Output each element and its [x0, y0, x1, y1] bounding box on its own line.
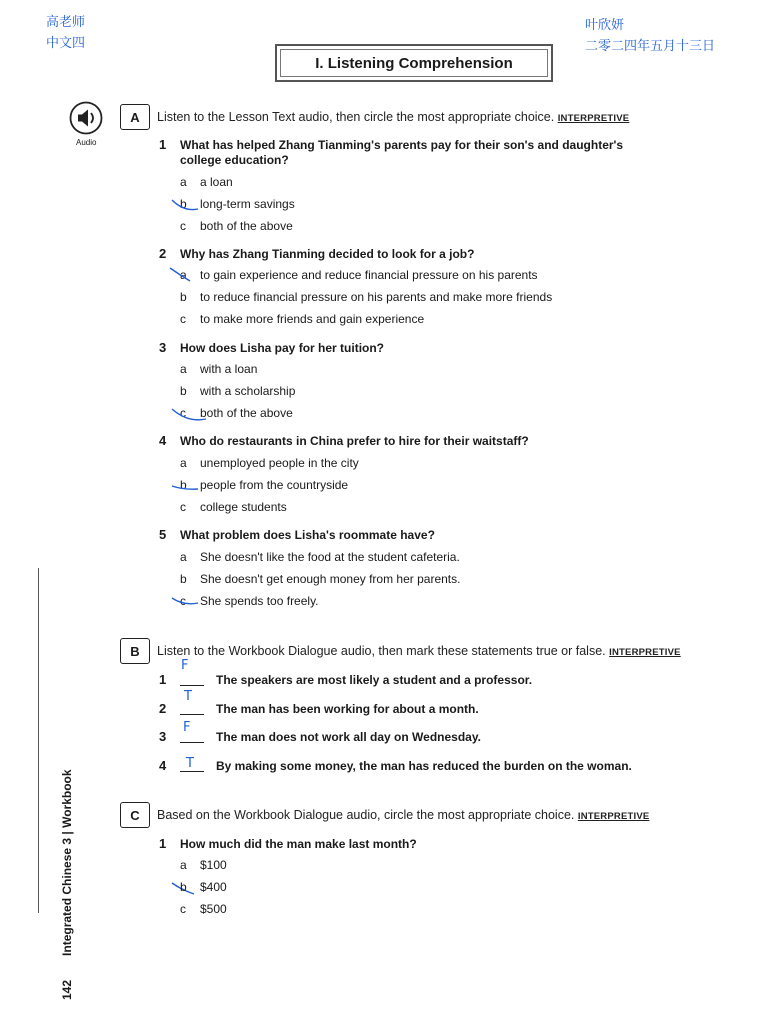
option-text: to reduce financial pressure on his parents and make more friends: [200, 290, 553, 304]
option-text: She doesn't like the food at the student cafeteria.: [200, 550, 460, 564]
answer-value: F: [181, 658, 189, 673]
section-c-badge: C: [120, 802, 150, 828]
option-letter[interactable]: c: [180, 500, 186, 514]
option-text: $400: [200, 880, 227, 894]
question-number: 2: [159, 246, 167, 261]
pen-mark-icon: [170, 197, 200, 213]
question-text: Why has Zhang Tianming decided to look for a job?: [180, 247, 475, 261]
section-a-badge: A: [120, 104, 150, 130]
answer-blank[interactable]: [180, 714, 204, 715]
statement-text: By making some money, the man has reduced the burden on the woman.: [216, 759, 632, 773]
question-text: What has helped Zhang Tianming's parents pay for their son's and daughter's college education?: [180, 138, 624, 167]
option-letter[interactable]: a: [180, 456, 187, 470]
answer-blank[interactable]: [180, 742, 204, 743]
option-text: to gain experience and reduce financial pressure on his parents: [200, 268, 538, 282]
section-b-instruction: [157, 644, 681, 658]
page-title: I. Listening Comprehension: [280, 49, 548, 77]
option-letter[interactable]: a: [180, 268, 187, 282]
question-number: 4: [159, 433, 167, 448]
option-text: unemployed people in the city: [200, 456, 359, 470]
statement-text: The speakers are most likely a student and a professor.: [216, 673, 533, 687]
question-text: Who do restaurants in China prefer to hire for their waitstaff?: [180, 434, 529, 448]
section-b-badge: B: [120, 638, 150, 664]
option-text: She doesn't get enough money from her parents.: [200, 572, 461, 586]
option-text: college students: [200, 500, 287, 514]
question-number: 3: [159, 340, 167, 355]
statement-number: 1: [159, 672, 167, 687]
question-text: How much did the man make last month?: [180, 837, 417, 851]
option-letter[interactable]: b: [180, 572, 187, 586]
option-letter[interactable]: a: [180, 858, 187, 872]
statement-text: The man has been working for about a month.: [216, 702, 479, 716]
option-text: She spends too freely.: [200, 594, 319, 608]
section-b-tag: INTERPRETIVE: [609, 647, 681, 658]
option-letter[interactable]: c: [180, 406, 186, 420]
question-number: 1: [159, 836, 167, 851]
sidebar-rule: [38, 568, 39, 913]
pen-mark-icon: [168, 265, 198, 285]
option-text: $100: [200, 858, 227, 872]
pen-mark-icon: [170, 594, 200, 610]
option-letter[interactable]: a: [180, 175, 187, 189]
option-text: a loan: [200, 175, 233, 189]
option-letter[interactable]: b: [180, 384, 187, 398]
question-text: How does Lisha pay for her tuition?: [180, 341, 385, 355]
answer-value: T: [186, 756, 194, 771]
option-letter[interactable]: a: [180, 362, 187, 376]
option-text: both of the above: [200, 406, 293, 420]
option-letter[interactable]: b: [180, 478, 187, 492]
option-letter[interactable]: c: [180, 312, 186, 326]
option-letter[interactable]: c: [180, 594, 186, 608]
section-c-instruction-text: Based on the Workbook Dialogue audio, circle the most appropriate choice.: [157, 808, 575, 822]
statement-number: 2: [159, 701, 167, 716]
option-text: to make more friends and gain experience: [200, 312, 425, 326]
option-text: people from the countryside: [200, 478, 349, 492]
date-annotation: 二零二四年五月十三日: [585, 39, 716, 54]
audio-icon[interactable]: [69, 101, 103, 135]
book-title: Integrated Chinese 3 | Workbook: [60, 769, 74, 956]
option-letter[interactable]: c: [180, 219, 186, 233]
question-number: 1: [159, 137, 167, 152]
answer-blank[interactable]: [180, 771, 204, 772]
option-text: with a scholarship: [200, 384, 296, 398]
section-c-instruction: [157, 808, 649, 822]
answer-blank[interactable]: [180, 685, 204, 686]
teacher-name: 高老师: [46, 15, 86, 30]
pen-mark-icon: [170, 480, 200, 494]
section-a-instruction: [157, 110, 629, 124]
question-number: 5: [159, 527, 167, 542]
page-title-box: [275, 44, 553, 82]
section-b-instruction-text: Listen to the Workbook Dialogue audio, then mark these statements true or false.: [157, 644, 606, 658]
answer-value: F: [183, 720, 191, 735]
answer-value: T: [184, 689, 192, 704]
audio-label: Audio: [76, 138, 97, 147]
option-letter[interactable]: b: [180, 290, 187, 304]
option-text: long-term savings: [200, 197, 295, 211]
option-letter[interactable]: b: [180, 880, 187, 894]
statement-number: 4: [159, 758, 167, 773]
statement-text: The man does not work all day on Wednesday.: [216, 730, 481, 744]
option-letter[interactable]: b: [180, 197, 187, 211]
option-letter[interactable]: c: [180, 902, 186, 916]
question-text: What problem does Lisha's roommate have?: [180, 528, 435, 542]
sidebar-text: [60, 769, 74, 1000]
section-a-instruction-text: Listen to the Lesson Text audio, then circle the most appropriate choice.: [157, 110, 555, 124]
section-a-tag: INTERPRETIVE: [557, 113, 630, 124]
option-letter[interactable]: a: [180, 550, 187, 564]
option-text: both of the above: [200, 219, 293, 233]
page-number: 142: [60, 979, 74, 1000]
section-c-tag: INTERPRETIVE: [577, 811, 650, 822]
student-name: 叶欣妍: [585, 18, 625, 33]
option-text: with a loan: [200, 362, 258, 376]
option-text: $500: [200, 902, 227, 916]
class-name: 中文四: [46, 36, 86, 51]
pen-mark-icon: [170, 406, 210, 424]
statement-number: 3: [159, 729, 167, 744]
